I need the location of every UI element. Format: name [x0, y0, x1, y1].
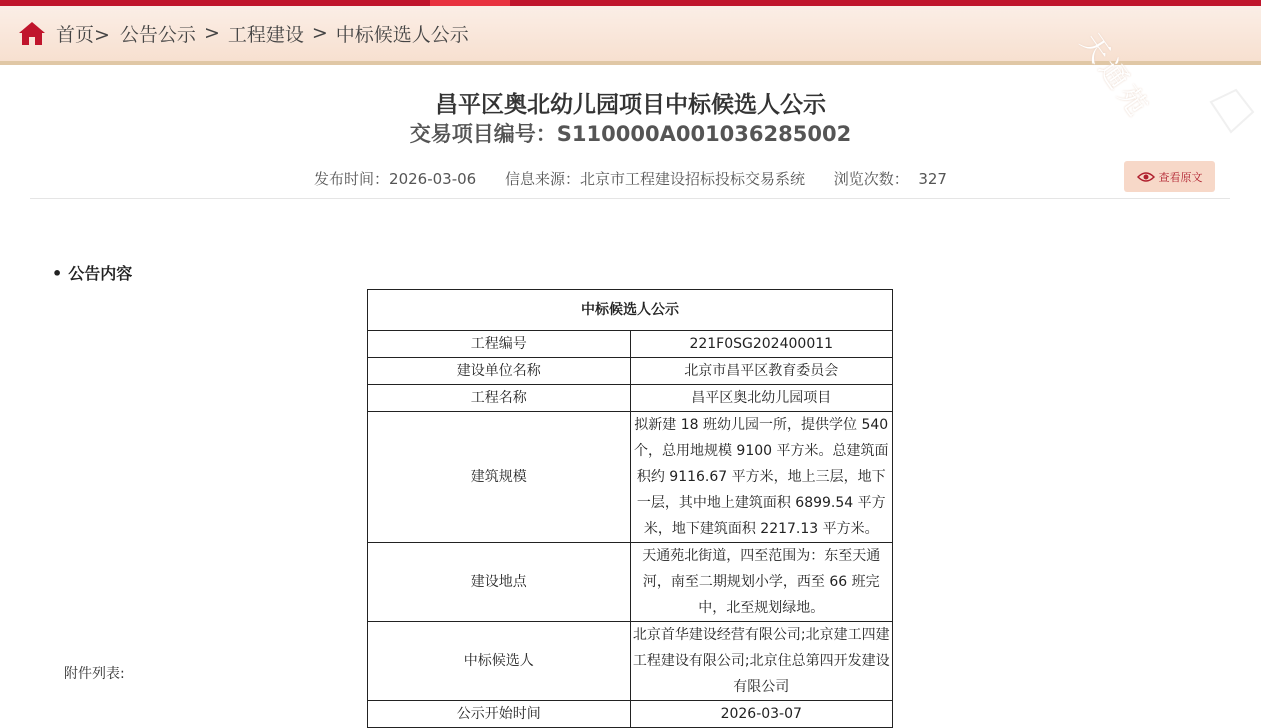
row-label: 工程编号 [368, 331, 631, 358]
info-source: 信息来源：北京市工程建设招标投标交易系统 [505, 170, 806, 188]
breadcrumb-item-construction[interactable]: 工程建设 [227, 23, 304, 46]
table-row [368, 543, 893, 622]
breadcrumb-separator: > [311, 22, 328, 44]
watermark-text: 天通苑 [1073, 26, 1156, 125]
view-original-label: 查看原文 [1158, 170, 1203, 184]
section-heading-text: 公告内容 [68, 264, 133, 283]
table-row [368, 331, 893, 358]
table-row [368, 622, 893, 701]
project-number: 交易项目编号：S110000A001036285002 [409, 122, 852, 146]
row-label: 建筑规模 [368, 412, 631, 543]
table-row [368, 385, 893, 412]
row-label: 公示开始时间 [368, 701, 631, 728]
breadcrumb-home[interactable]: 首页> [56, 23, 110, 46]
table-heading: 中标候选人公示 [368, 290, 893, 331]
row-value: 昌平区奥北幼儿园项目 [630, 385, 893, 412]
bullet: • [52, 264, 63, 283]
table-header-row [368, 290, 893, 331]
view-original-button[interactable] [1124, 161, 1215, 192]
view-count: 浏览次数： 327 [833, 170, 947, 188]
eye-icon [1137, 171, 1155, 183]
home-icon[interactable] [18, 20, 46, 46]
breadcrumb-item-notices[interactable]: 公告公示 [119, 23, 196, 46]
candidate-notice-table [367, 289, 893, 728]
row-value: 2026-03-07 [630, 701, 893, 728]
breadcrumb-item-candidate-notice[interactable]: 中标候选人公示 [335, 23, 469, 46]
row-value: 北京市昌平区教育委员会 [630, 358, 893, 385]
row-label: 工程名称 [368, 385, 631, 412]
section-heading [52, 261, 132, 284]
publish-time: 发布时间：2026-03-06 [314, 170, 477, 188]
row-value: 拟新建 18 班幼儿园一所，提供学位 540个，总用地规模 9100 平方米。总建筑面积约 9116.67 平方米，地上三层，地下一层，其中地上建筑面积 6899.54 平方米，地下建筑面积 2217.13 平方米。 [630, 412, 893, 543]
row-label: 中标候选人 [368, 622, 631, 701]
breadcrumb-separator: > [203, 22, 220, 44]
table-row [368, 701, 893, 728]
row-value: 天通苑北街道，四至范围为：东至天通河，南至二期规划小学，西至 66 班完中，北至规划绿地。 [630, 543, 893, 622]
row-value: 221F0SG202400011 [630, 331, 893, 358]
meta-info [0, 168, 1261, 189]
attachments-label: 附件列表: [64, 666, 125, 682]
row-label: 建设地点 [368, 543, 631, 622]
breadcrumb [18, 20, 469, 46]
table-row [368, 358, 893, 385]
page-title: 昌平区奥北幼儿园项目中标候选人公示 [435, 92, 826, 118]
row-value: 北京首华建设经营有限公司;北京建工四建工程建设有限公司;北京住总第四开发建设有限公司 [630, 622, 893, 701]
row-label: 建设单位名称 [368, 358, 631, 385]
table-row [368, 412, 893, 543]
divider [30, 198, 1230, 199]
